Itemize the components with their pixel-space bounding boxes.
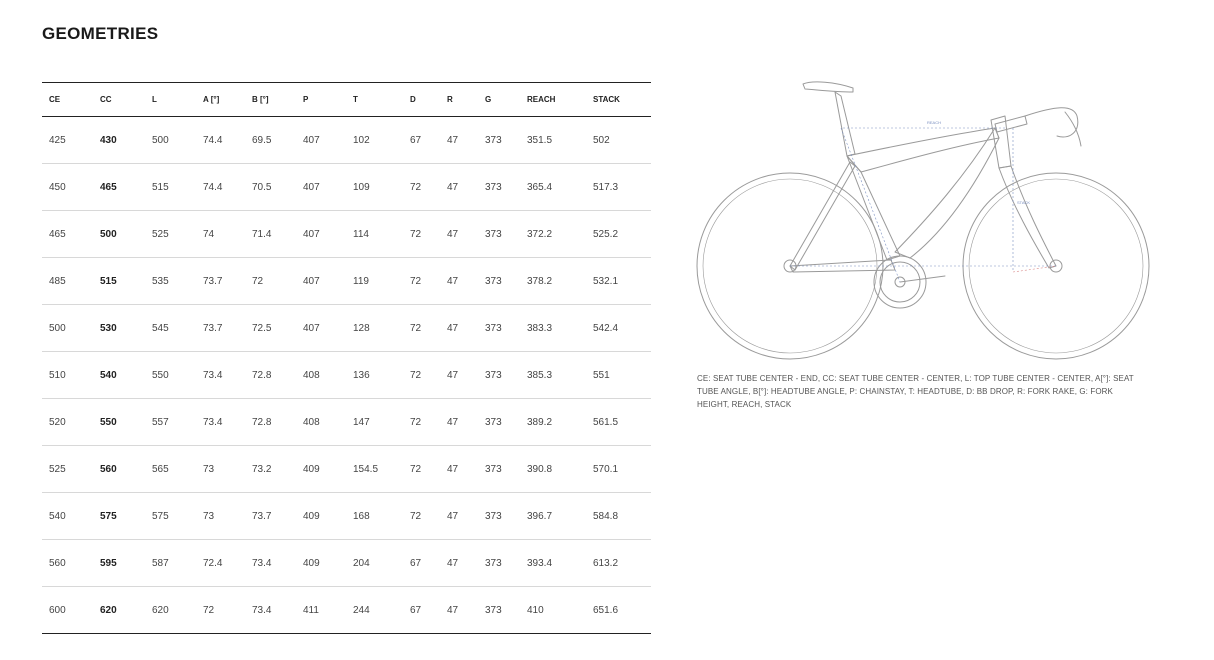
table-row xyxy=(42,446,651,493)
table-cell: 525.2 xyxy=(586,211,651,258)
table-cell: 565 xyxy=(145,446,196,493)
table-cell: 73.4 xyxy=(196,352,245,399)
table-cell: 517.3 xyxy=(586,164,651,211)
table-cell: 72 xyxy=(245,258,296,305)
bike-geometry-diagram xyxy=(695,76,1155,362)
table-row xyxy=(42,211,651,258)
column-header: STACK xyxy=(586,83,651,117)
table-cell: 119 xyxy=(346,258,403,305)
table-cell: 128 xyxy=(346,305,403,352)
table-cell: 409 xyxy=(296,540,346,587)
table-cell: 72.4 xyxy=(196,540,245,587)
stack-label: STACK xyxy=(1017,200,1031,205)
table-row xyxy=(42,117,651,164)
table-cell: 560 xyxy=(42,540,93,587)
table-cell: 378.2 xyxy=(520,258,586,305)
table-cell: 72 xyxy=(403,493,440,540)
seat-stay xyxy=(790,162,855,270)
table-cell: 72 xyxy=(403,399,440,446)
fork xyxy=(999,166,1056,268)
column-header: G xyxy=(478,83,520,117)
column-header: L xyxy=(145,83,196,117)
table-cell: 540 xyxy=(42,493,93,540)
front-axle-line xyxy=(1013,266,1056,272)
table-cell: 407 xyxy=(296,211,346,258)
table-cell: 74.4 xyxy=(196,117,245,164)
table-cell: 530 xyxy=(93,305,145,352)
table-cell: 575 xyxy=(145,493,196,540)
table-cell: 47 xyxy=(440,352,478,399)
table-body xyxy=(42,117,651,634)
table-cell: 430 xyxy=(93,117,145,164)
table-cell: 389.2 xyxy=(520,399,586,446)
table-header-row xyxy=(42,83,651,117)
table-cell: 393.4 xyxy=(520,540,586,587)
table-cell: 47 xyxy=(440,399,478,446)
table-cell: 500 xyxy=(93,211,145,258)
column-header: CC xyxy=(93,83,145,117)
table-cell: 373 xyxy=(478,258,520,305)
table-cell: 407 xyxy=(296,258,346,305)
column-header: P xyxy=(296,83,346,117)
head-tube xyxy=(991,116,1011,168)
table-cell: 72 xyxy=(196,587,245,634)
table-cell: 520 xyxy=(42,399,93,446)
column-header: D xyxy=(403,83,440,117)
table-cell: 72 xyxy=(403,352,440,399)
table-cell: 570.1 xyxy=(586,446,651,493)
table-cell: 72 xyxy=(403,446,440,493)
table-cell: 390.8 xyxy=(520,446,586,493)
table-cell: 383.3 xyxy=(520,305,586,352)
table-cell: 204 xyxy=(346,540,403,587)
geometry-table xyxy=(42,82,651,634)
table-cell: 147 xyxy=(346,399,403,446)
table-cell: 47 xyxy=(440,446,478,493)
table-cell: 47 xyxy=(440,164,478,211)
table-cell: 373 xyxy=(478,352,520,399)
table-cell: 425 xyxy=(42,117,93,164)
table-cell: 410 xyxy=(520,587,586,634)
seatpost xyxy=(835,92,855,156)
table-cell: 542.4 xyxy=(586,305,651,352)
table-cell: 560 xyxy=(93,446,145,493)
table-cell: 73.2 xyxy=(245,446,296,493)
table-cell: 515 xyxy=(93,258,145,305)
table-cell: 550 xyxy=(93,399,145,446)
table-cell: 550 xyxy=(145,352,196,399)
table-row xyxy=(42,493,651,540)
table-cell: 502 xyxy=(586,117,651,164)
table-cell: 409 xyxy=(296,493,346,540)
table-cell: 67 xyxy=(403,540,440,587)
table-cell: 373 xyxy=(478,446,520,493)
table-cell: 47 xyxy=(440,587,478,634)
table-cell: 540 xyxy=(93,352,145,399)
table-cell: 385.3 xyxy=(520,352,586,399)
table-cell: 74 xyxy=(196,211,245,258)
table-cell: 587 xyxy=(145,540,196,587)
table-cell: 510 xyxy=(42,352,93,399)
table-cell: 373 xyxy=(478,587,520,634)
down-tube xyxy=(895,128,999,258)
stem xyxy=(995,116,1027,132)
table-cell: 373 xyxy=(478,493,520,540)
table-cell: 557 xyxy=(145,399,196,446)
table-cell: 74.4 xyxy=(196,164,245,211)
table-cell: 500 xyxy=(42,305,93,352)
brake-lever xyxy=(1065,112,1081,146)
column-header: T xyxy=(346,83,403,117)
table-cell: 373 xyxy=(478,399,520,446)
table-cell: 450 xyxy=(42,164,93,211)
table-cell: 396.7 xyxy=(520,493,586,540)
table-cell: 485 xyxy=(42,258,93,305)
table-cell: 500 xyxy=(145,117,196,164)
handlebar xyxy=(1025,108,1078,137)
table-cell: 613.2 xyxy=(586,540,651,587)
table-row xyxy=(42,164,651,211)
table-cell: 532.1 xyxy=(586,258,651,305)
table-cell: 73 xyxy=(196,493,245,540)
table-cell: 73 xyxy=(196,446,245,493)
table-row xyxy=(42,258,651,305)
table-row xyxy=(42,540,651,587)
table-cell: 72.8 xyxy=(245,352,296,399)
table-cell: 407 xyxy=(296,117,346,164)
table-cell: 67 xyxy=(403,587,440,634)
table-cell: 373 xyxy=(478,117,520,164)
table-cell: 351.5 xyxy=(520,117,586,164)
table-cell: 72 xyxy=(403,211,440,258)
table-cell: 373 xyxy=(478,211,520,258)
table-cell: 136 xyxy=(346,352,403,399)
table-cell: 114 xyxy=(346,211,403,258)
table-cell: 373 xyxy=(478,540,520,587)
table-cell: 72.5 xyxy=(245,305,296,352)
table-cell: 102 xyxy=(346,117,403,164)
table-cell: 561.5 xyxy=(586,399,651,446)
table-cell: 465 xyxy=(93,164,145,211)
table-cell: 109 xyxy=(346,164,403,211)
table-cell: 73.7 xyxy=(245,493,296,540)
table-cell: 620 xyxy=(145,587,196,634)
table-cell: 73.4 xyxy=(196,399,245,446)
table-cell: 525 xyxy=(145,211,196,258)
table-cell: 244 xyxy=(346,587,403,634)
table-cell: 515 xyxy=(145,164,196,211)
table-cell: 411 xyxy=(296,587,346,634)
table-cell: 47 xyxy=(440,305,478,352)
geometry-legend: CE: SEAT TUBE CENTER - END, CC: SEAT TUBE CENTER - CENTER, L: TOP TUBE CENTER - CENTER, A[°]: SEAT TUBE ANGLE, B[°]: HEADTUBE ANGLE, P: CHAINSTAY, T: HEADTUBE, D: BB DROP, R: FORK RAKE, G: FORK HEIGHT, REACH, STACK xyxy=(697,374,1134,409)
crank-arm xyxy=(900,276,945,282)
top-tube xyxy=(847,128,999,172)
table-cell: 535 xyxy=(145,258,196,305)
table-row xyxy=(42,587,651,634)
table-cell: 545 xyxy=(145,305,196,352)
table-cell: 365.4 xyxy=(520,164,586,211)
table-cell: 525 xyxy=(42,446,93,493)
table-cell: 73.7 xyxy=(196,305,245,352)
table-cell: 72 xyxy=(403,164,440,211)
reach-label: REACH xyxy=(927,120,942,125)
table-cell: 70.5 xyxy=(245,164,296,211)
table-cell: 71.4 xyxy=(245,211,296,258)
table-cell: 73.4 xyxy=(245,587,296,634)
table-cell: 73.4 xyxy=(245,540,296,587)
column-header: B [°] xyxy=(245,83,296,117)
column-header: REACH xyxy=(520,83,586,117)
table-cell: 73.7 xyxy=(196,258,245,305)
table-cell: 372.2 xyxy=(520,211,586,258)
table-cell: 47 xyxy=(440,258,478,305)
table-cell: 600 xyxy=(42,587,93,634)
table-cell: 407 xyxy=(296,164,346,211)
table-cell: 373 xyxy=(478,305,520,352)
table-cell: 168 xyxy=(346,493,403,540)
table-cell: 465 xyxy=(42,211,93,258)
column-header: CE xyxy=(42,83,93,117)
table-row xyxy=(42,399,651,446)
column-header: A [°] xyxy=(196,83,245,117)
table-row xyxy=(42,305,651,352)
table-cell: 408 xyxy=(296,352,346,399)
table-cell: 595 xyxy=(93,540,145,587)
table-cell: 620 xyxy=(93,587,145,634)
table-cell: 407 xyxy=(296,305,346,352)
table-cell: 408 xyxy=(296,399,346,446)
table-cell: 651.6 xyxy=(586,587,651,634)
table-cell: 575 xyxy=(93,493,145,540)
table-cell: 154.5 xyxy=(346,446,403,493)
table-cell: 47 xyxy=(440,211,478,258)
table-row xyxy=(42,352,651,399)
table-cell: 72.8 xyxy=(245,399,296,446)
table-cell: 47 xyxy=(440,493,478,540)
table-cell: 67 xyxy=(403,117,440,164)
saddle xyxy=(803,82,853,92)
table-cell: 69.5 xyxy=(245,117,296,164)
table-cell: 72 xyxy=(403,305,440,352)
column-header: R xyxy=(440,83,478,117)
table-cell: 409 xyxy=(296,446,346,493)
page-title: GEOMETRIES xyxy=(42,24,159,43)
table-cell: 551 xyxy=(586,352,651,399)
table-cell: 373 xyxy=(478,164,520,211)
table-cell: 47 xyxy=(440,540,478,587)
table-cell: 72 xyxy=(403,258,440,305)
table-cell: 584.8 xyxy=(586,493,651,540)
table-cell: 47 xyxy=(440,117,478,164)
